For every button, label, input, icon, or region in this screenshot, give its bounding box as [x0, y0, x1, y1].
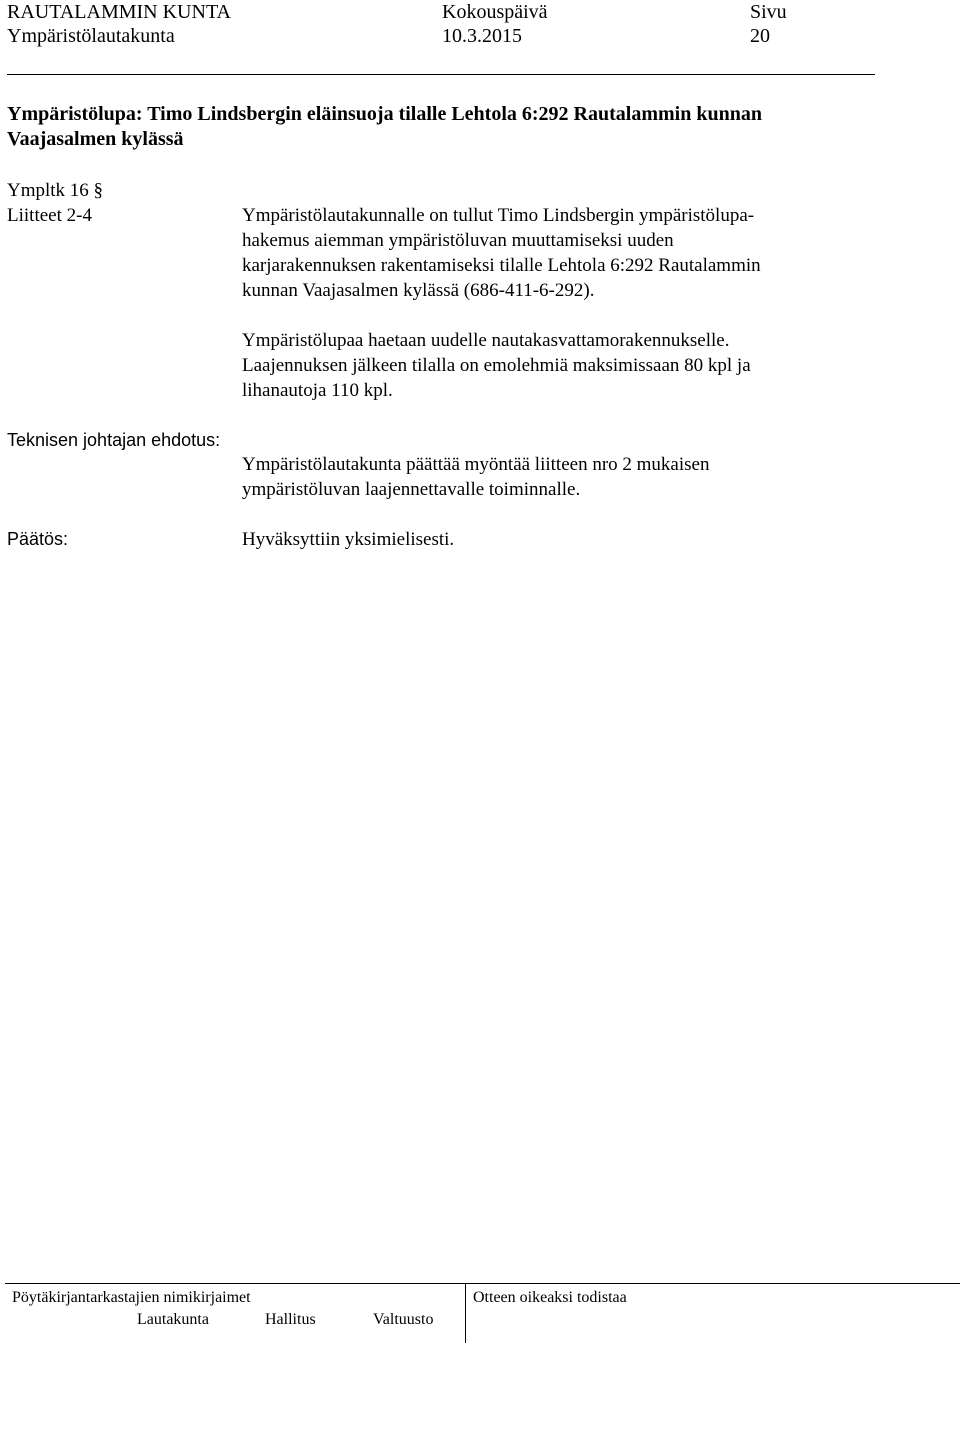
footer-divider — [465, 1283, 466, 1343]
document-title — [7, 102, 762, 152]
attachments-label: Liitteet 2-4 — [7, 205, 92, 226]
footer-column-lautakunta: Lautakunta — [137, 1311, 209, 1328]
page-label: Sivu — [750, 1, 787, 23]
text-line: kunnan Vaajasalmen kylässä (686-411-6-292). — [242, 280, 595, 301]
org-name: RAUTALAMMIN KUNTA — [7, 1, 232, 23]
text-line: Ympäristölautakunnalle on tullut Timo Lindsbergin ympäristölupa- — [242, 205, 755, 226]
text-line: karjarakennuksen rakentamiseksi tilalle Lehtola 6:292 Rautalammin — [242, 255, 761, 276]
footer-column-hallitus: Hallitus — [265, 1311, 316, 1328]
title-line: Vaajasalmen kylässä — [7, 128, 184, 150]
title-line: Ympäristölupa: Timo Lindsbergin eläinsuoja tilalle Lehtola 6:292 Rautalammin kunnan — [7, 103, 762, 125]
text-line: ympäristöluvan laajennettavalle toiminnalle. — [242, 479, 581, 500]
proposal-label: Teknisen johtajan ehdotus: — [7, 430, 221, 450]
page-number: 20 — [750, 25, 770, 47]
meeting-date: 10.3.2015 — [442, 25, 522, 47]
paragraph-details — [242, 328, 751, 403]
footer-top-rule — [5, 1283, 960, 1284]
text-line: hakemus aiemman ympäristöluvan muuttamiseksi uuden — [242, 230, 674, 251]
decision-label: Päätös: — [7, 529, 69, 549]
footer-column-valtuusto: Valtuusto — [373, 1311, 434, 1328]
decision-text: Hyväksyttiin yksimielisesti. — [242, 529, 455, 550]
text-line: lihanautoja 110 kpl. — [242, 380, 393, 401]
committee-name: Ympäristölautakunta — [7, 25, 175, 47]
footer-certified-label: Otteen oikeaksi todistaa — [473, 1289, 627, 1306]
text-line: Ympäristölautakunta päättää myöntää liitteen nro 2 mukaisen — [242, 454, 710, 475]
proposal-text — [242, 452, 709, 502]
footer-initials-label: Pöytäkirjantarkastajien nimikirjaimet — [12, 1289, 251, 1306]
header-rule — [7, 74, 875, 75]
section-reference: Ympltk 16 § — [7, 180, 104, 201]
text-line: Ympäristölupaa haetaan uudelle nautakasvattamorakennukselle. — [242, 330, 730, 351]
text-line: Laajennuksen jälkeen tilalla on emolehmiä maksimissaan 80 kpl ja — [242, 355, 751, 376]
paragraph-application — [242, 203, 761, 303]
meeting-date-label: Kokouspäivä — [442, 1, 548, 23]
